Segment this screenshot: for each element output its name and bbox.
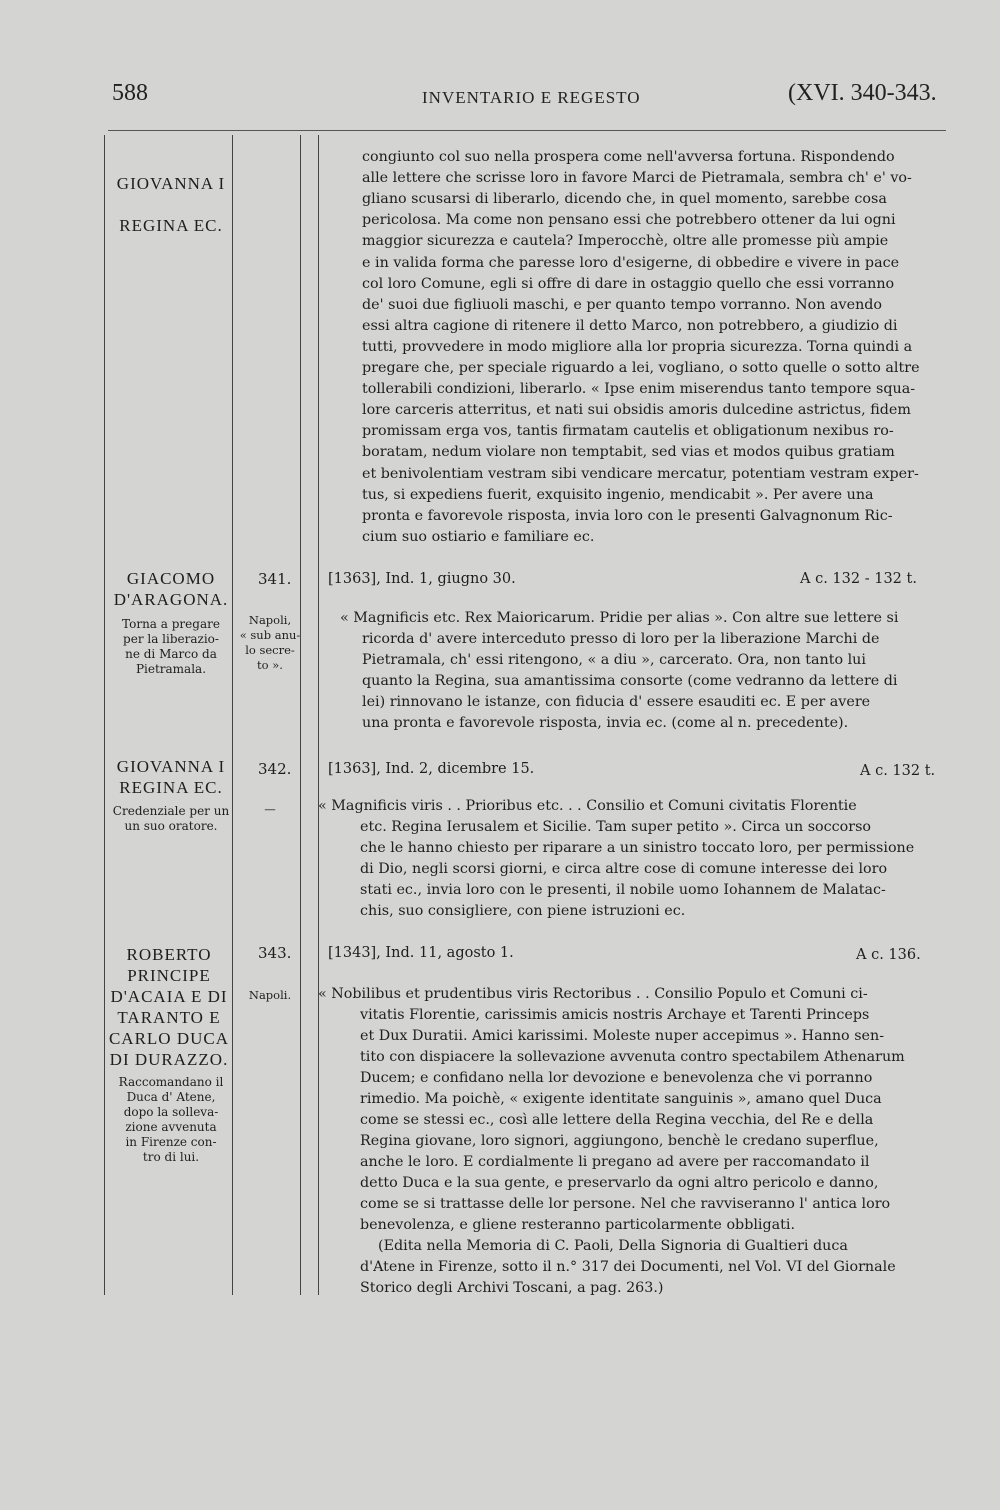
body-text-line: (Edita nella Memoria di C. Paoli, Della Signoria di Gualtieri duca	[378, 1238, 848, 1254]
entry-sender-name	[110, 152, 232, 236]
body-text-line: pronta e favorevole risposta, invia loro con le presenti Galvagnonum Ric-	[362, 507, 893, 524]
entry-sender-name: ROBERTO PRINCIPE D'ACAIA E DI TARANTO E CARLO DUCA DI DURAZZO.	[108, 945, 230, 1069]
body-text-line: anche le loro. E cordialmente li pregano ad avere per raccomandato il	[360, 1154, 870, 1170]
body-text-line: cium suo ostiario e familiare ec.	[362, 528, 595, 545]
body-text-line: ricorda d' avere interceduto presso di loro per la liberazione Marchi de	[362, 631, 880, 647]
body-text-line: chis, suo consigliere, con piene istruzioni ec.	[360, 903, 686, 919]
body-text-line: come se si trattasse delle lor persone. Nel che ravviseranno l' antica loro	[360, 1196, 891, 1212]
body-text-line: vitatis Florentie, carissimis amicis nostris Archaye et Tarenti Princeps	[360, 1007, 870, 1023]
body-text-line: tollerabili condizioni, liberarlo. « Ipse enim miserendus tanto tempore squa-	[362, 381, 916, 398]
body-text-line: promissam erga vos, tantis firmatam cautelis et obligationum nexibus ro-	[362, 423, 894, 440]
section-reference: (XVI. 340-343.	[788, 80, 937, 106]
body-text-line: e in valida forma che paresse loro d'esigerne, di obbedire e vivere in pace	[362, 254, 900, 271]
entry-number: 343.	[258, 944, 292, 962]
body-text-line: col loro Comune, egli si offre di dare in ostaggio quello che essi vorranno	[362, 275, 895, 292]
body-text-line: come se stessi ec., così alle lettere della Regina vecchia, del Re e della	[360, 1112, 874, 1128]
body-text-line: pregare che, per speciale riguardo a lei, vogliano, o sotto quelle o sotto altre	[362, 360, 920, 376]
header-rule	[108, 130, 946, 131]
entry-place: Napoli, « sub anu- lo secre- to ».	[239, 613, 301, 672]
page-number: 588	[112, 80, 148, 106]
body-text-line: che le hanno chiesto per riparare a un sinistro toccato loro, per permissione	[360, 840, 915, 856]
running-title: INVENTARIO E REGESTO	[422, 88, 641, 107]
body-text-line: « Magnificis etc. Rex Maioricarum. Pridie per alias ». Con altre sue lettere si	[340, 610, 899, 626]
entry-summary: Torna a pregare per la liberazio- ne di Marco da Pietramala.	[122, 617, 220, 676]
entry-date: [1343], Ind. 11, agosto 1.	[328, 945, 514, 961]
body-text-line: d'Atene in Firenze, sotto il n.° 317 dei Documenti, nel Vol. VI del Giornale	[360, 1259, 896, 1275]
body-text-line: rimedio. Ma poichè, « exigente identitate sanguinis », amano quel Duca	[360, 1091, 882, 1107]
entry-summary: Credenziale per un un suo oratore.	[112, 804, 230, 833]
body-text-line: gliano scusarsi di liberarlo, dicendo che, in quel momento, sarebbe cosa	[362, 191, 887, 208]
entry-sender-name: GIOVANNA I REGINA EC.	[116, 757, 226, 797]
body-text-line: lore carceris atterritus, et nati sui obsidis amoris dulcedine astrictus, fidem	[362, 402, 911, 419]
body-text-line: « Magnificis viris . . Prioribus etc. . . Consilio et Comuni civitatis Florentie	[318, 798, 857, 814]
body-text-line: et Dux Duratii. Amici karissimi. Moleste nuper accepimus ». Hanno sen-	[360, 1028, 885, 1044]
body-text-line: tus, si expediens fuerit, exquisito ingenio, mendicabit ». Per avere una	[362, 486, 874, 503]
column-divider-1	[232, 135, 233, 1295]
entry-date: [1363], Ind. 1, giugno 30.	[328, 571, 516, 587]
sender-line: REGINA EC.	[119, 216, 223, 235]
entry-number: 342.	[258, 760, 292, 778]
body-text-line: et benivolentiam vestram sibi vendicare mercatur, potentiam vestram exper-	[362, 465, 919, 482]
entry-folio: A c. 132 - 132 t.	[800, 571, 917, 587]
column-divider-3	[318, 135, 319, 1295]
body-text-line: una pronta e favorevole risposta, invia ec. (come al n. precedente).	[362, 715, 849, 731]
entry-summary: Raccomandano il Duca d' Atene, dopo la solleva- zione avvenuta in Firenze con- tro di lui.	[118, 1075, 224, 1164]
body-text-line: Ducem; e confidano nella lor devozione e benevolenza che vi porranno	[360, 1070, 873, 1086]
body-text-line: etc. Regina Ierusalem et Sicilie. Tam super petito ». Circa un soccorso	[360, 819, 872, 835]
column-divider-2	[300, 135, 301, 1295]
body-text-line: tutti, provvedere in modo migliore alla lor propria sicurezza. Torna quindi a	[362, 338, 913, 355]
body-text-line: tito con dispiacere la sollevazione avvenuta contro spectabilem Athenarum	[360, 1049, 905, 1065]
body-text-line: Storico degli Archivi Toscani, a pag. 263.)	[360, 1280, 664, 1296]
entry-date: [1363], Ind. 2, dicembre 15.	[328, 761, 535, 777]
body-text-line: detto Duca e la sua gente, e preservarlo da ogni altro pericolo e danno,	[360, 1175, 879, 1191]
body-text-line: di Dio, negli scorsi giorni, e circa altre cose di comune interesse dei loro	[360, 861, 888, 877]
left-border	[104, 135, 105, 1295]
body-text-line: Pietramala, ch' essi ritengono, « a diu », carcerato. Ora, non tanto lui	[362, 652, 866, 668]
entry-place: —	[264, 802, 276, 816]
body-text-line: alle lettere che scrisse loro in favore Marci de Pietramala, sembra ch' e' vo-	[362, 170, 912, 187]
body-text-line: lei) rinnovano le istanze, con fiducia d' essere esauditi ec. E per avere	[362, 694, 871, 710]
body-text-line: Regina giovane, loro signori, aggiungono, benchè le credano superflue,	[360, 1133, 879, 1149]
body-text-line: « Nobilibus et prudentibus viris Rectoribus . . Consilio Populo et Comuni ci-	[318, 986, 868, 1002]
entry-folio: A c. 136.	[856, 947, 921, 963]
body-text-line: congiunto col suo nella prospera come nell'avversa fortuna. Rispondendo	[362, 149, 895, 165]
body-text-line: benevolenza, e gliene resteranno particolarmente obbligati.	[360, 1217, 796, 1233]
entry-sender-name: GIACOMO D'ARAGONA.	[113, 569, 229, 609]
body-text-line: essi altra cagione di ritenere il detto Marco, non potrebbero, a giudizio di	[362, 317, 898, 334]
body-text-line: stati ec., invia loro con le presenti, il nobile uomo Iohannem de Malatac-	[360, 882, 886, 898]
body-text-line: de' suoi due figliuoli maschi, e per quanto tempo vorranno. Non avendo	[362, 296, 883, 313]
body-text-line: boratam, nedum violare non temptabit, sed vias et modos quibus gratiam	[362, 444, 895, 461]
entry-place: Napoli.	[248, 988, 292, 1002]
body-text-line: quanto la Regina, sua amantissima consorte (come vedranno da lettere di	[362, 673, 898, 689]
body-text-line: pericolosa. Ma come non pensano essi che potrebbero ottener da lui ogni	[362, 212, 896, 229]
entry-folio: A c. 132 t.	[860, 763, 936, 779]
sender-line: GIOVANNA I	[116, 174, 226, 193]
body-text-line: maggior sicurezza e cautela? Imperocchè, oltre alle promesse più ampie	[362, 233, 889, 250]
entry-number: 341.	[258, 570, 292, 588]
